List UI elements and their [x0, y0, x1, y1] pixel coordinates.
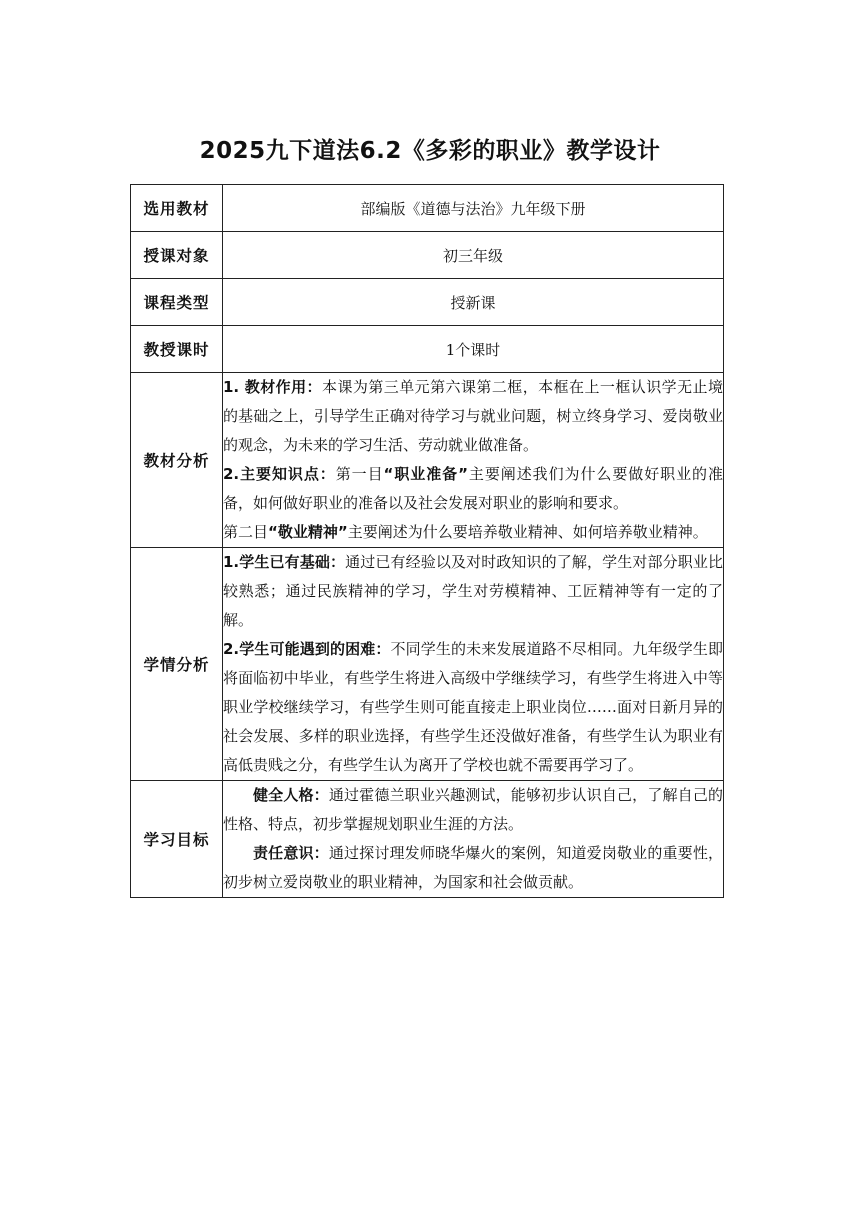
analysis-term-2: “职业准备”: [383, 465, 468, 483]
row-value-textbook: 部编版《道德与法治》九年级下册: [223, 185, 724, 232]
students-text-2: 不同学生的未来发展道路不尽相同。九年级学生即将面临初中毕业，有些学生将进入高级中学继续学习，有些学生将进入中等职业学校继续学习，有些学生则可能直接走上职业岗位……面对日新月异的社会发展、多样的职业选择，有些学生还没做好准备，有些学生认为职业有高低贵贱之分，有些学生认为离开了学校也就不需要再学习了。: [223, 640, 723, 774]
table-row-audience: [131, 232, 724, 279]
analysis-prefix-3: 第二目: [223, 523, 269, 541]
table-row-students: [131, 548, 724, 781]
students-text-1: 通过已有经验以及对时政知识的了解，学生对部分职业比较熟悉；通过民族精神的学习，学生对劳模精神、工匠精神等有一定的了解。: [223, 553, 723, 629]
analysis-heading-1: 1. 教材作用：: [223, 378, 322, 396]
objectives-heading-1: 健全人格：: [253, 786, 329, 804]
students-heading-1: 1.学生已有基础：: [223, 553, 346, 571]
analysis-text-2: 主要阐述我们为什么要做好职业的准备，如何做好职业的准备以及社会发展对职业的影响和要求。: [223, 465, 723, 512]
row-label-objectives: 学习目标: [131, 781, 223, 898]
row-label-analysis: 教材分析: [131, 373, 223, 548]
row-body-students: [223, 548, 724, 781]
row-label-textbook: 选用教材: [131, 185, 223, 232]
analysis-prefix-2: 第一目: [335, 465, 384, 483]
objectives-text-1: 通过霍德兰职业兴趣测试，能够初步认识自己，了解自己的性格、特点，初步掌握规划职业生涯的方法。: [223, 786, 723, 833]
row-label-students: 学情分析: [131, 548, 223, 781]
row-label-periods: 教授课时: [131, 326, 223, 373]
table-row-objectives: [131, 781, 724, 898]
table-row-textbook: [131, 185, 724, 232]
analysis-paragraph-3: [223, 518, 723, 547]
analysis-text-1: 本课为第三单元第六课第二框，本框在上一框认识学无止境的基础之上，引导学生正确对待学习与就业问题，树立终身学习、爱岗敬业的观念，为未来的学习生活、劳动就业做准备。: [223, 378, 723, 454]
analysis-paragraph-1: [223, 373, 723, 460]
row-label-audience: 授课对象: [131, 232, 223, 279]
objectives-paragraph-2: [223, 839, 723, 897]
lesson-plan-table: [130, 184, 724, 898]
analysis-term-3: “敬业精神”: [268, 523, 348, 541]
row-body-analysis: [223, 373, 724, 548]
objectives-paragraph-1: [223, 781, 723, 839]
row-label-course-type: 课程类型: [131, 279, 223, 326]
table-row-course-type: [131, 279, 724, 326]
row-value-course-type: 授新课: [223, 279, 724, 326]
students-heading-2: 2.学生可能遇到的困难：: [223, 640, 391, 658]
students-paragraph-1: [223, 548, 723, 635]
row-value-audience: 初三年级: [223, 232, 724, 279]
students-paragraph-2: [223, 635, 723, 780]
analysis-paragraph-2: [223, 460, 723, 518]
table-row-periods: [131, 326, 724, 373]
page-title: 2025九下道法6.2《多彩的职业》教学设计: [199, 138, 661, 164]
objectives-text-2: 通过探讨理发师晓华爆火的案例，知道爱岗敬业的重要性，初步树立爱岗敬业的职业精神，为国家和社会做贡献。: [223, 844, 723, 891]
row-value-periods: 1个课时: [223, 326, 724, 373]
row-body-objectives: [223, 781, 724, 898]
analysis-text-3: 主要阐述为什么要培养敬业精神、如何培养敬业精神。: [347, 523, 708, 541]
analysis-heading-2: 2.主要知识点：: [223, 465, 336, 483]
objectives-heading-2: 责任意识：: [253, 844, 329, 862]
table-row-analysis: [131, 373, 724, 548]
